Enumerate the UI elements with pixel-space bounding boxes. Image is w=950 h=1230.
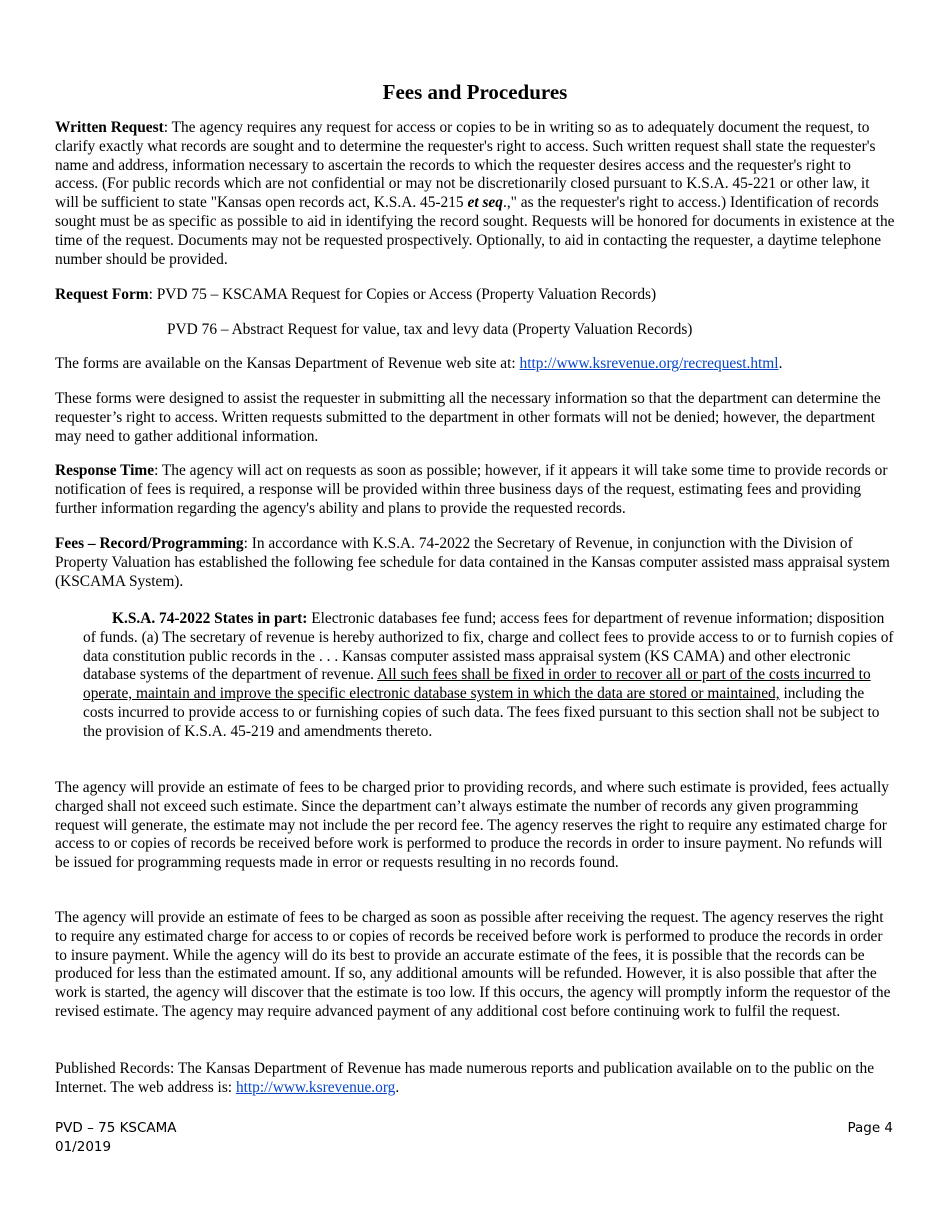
published-records-text: Published Records: The Kansas Department of Revenue has made numerous reports and publication available on to the public on the Internet. The web address is: xyxy=(55,1060,875,1096)
et-seq-emphasis: et seq xyxy=(467,194,503,212)
statute-text-b: including the costs incurred to provide access to or furnishing copies of such data. The fees fixed pursuant to this section shall not be subject to the provision of K.S.A. 45-219 and amendments thereto. xyxy=(83,685,880,740)
response-time-paragraph xyxy=(55,462,895,518)
written-request-text-a: : The agency requires any request for access or copies to be in writing so as to adequately document the request, to clarify exactly what records are sought and to determine the requester's right to access. Such written request shall state the requester's name and address, information necessary to ascertain the records to which the requester desires access and the requester's right to access. (For public records which are not confidential or may not be discretionarily closed pursuant to K.S.A. 45-221 or other law, it will be sufficient to state "Kansas open records act, K.S.A. 45-215 xyxy=(55,119,876,212)
recrequest-link[interactable]: http://www.ksrevenue.org/recrequest.html xyxy=(519,355,779,372)
statute-label: K.S.A. 74-2022 States in part: xyxy=(112,610,308,627)
fees-record-label: Fees – Record/Programming xyxy=(55,535,244,552)
fees-record-paragraph xyxy=(55,535,895,591)
fees-record-text: : In accordance with K.S.A. 74-2022 the Secretary of Revenue, in conjunction with the Division of Property Valuation has established the following fee schedule for data contained in the Kansas computer assisted mass appraisal system (KSCAMA System). xyxy=(55,535,890,590)
published-records-paragraph xyxy=(55,1060,895,1098)
forms-available-paragraph xyxy=(55,355,895,374)
statute-underlined-text: All such fees shall be fixed in order to recover all or part of the costs incurred to operate, maintain and improve the specific electronic database system in which the data are stored or maintained, xyxy=(83,666,871,703)
request-form-label: Request Form xyxy=(55,286,149,303)
ksrevenue-link[interactable]: http://www.ksrevenue.org xyxy=(235,1078,396,1096)
statute-quote-paragraph xyxy=(83,610,895,742)
footer-form-info xyxy=(55,1119,177,1156)
forms-available-end: . xyxy=(778,355,783,372)
estimate-paragraph-1: The agency will provide an estimate of fees to be charged prior to providing records, and where such estimate is provided, fees actually charged shall not exceed such estimate. Since the department can’t always estimate the number of records any given programming request will generate, the estimate may not include the per record fee. The agency reserves the right to require any estimated charge for access to or copies of records be received before work is performed to produce the records in order to insure payment. No refunds will be issued for programming requests made in error or requests resulting in no records found. xyxy=(55,779,889,872)
forms-designed-paragraph: These forms were designed to assist the requester in submitting all the necessary information so that the department can determine the requester’s right to access. Written requests submitted to the department in other formats will not be denied; however, the department may need to gather additional information. xyxy=(55,390,881,445)
footer-date: 01/2019 xyxy=(55,1138,112,1155)
forms-available-text: The forms are available on the Kansas Department of Revenue web site at: xyxy=(55,355,520,372)
response-time-label: Response Time xyxy=(55,462,155,479)
written-request-paragraph xyxy=(55,119,895,269)
request-form-pvd75: : PVD 75 – KSCAMA Request for Copies or Access (Property Valuation Records) xyxy=(148,286,657,303)
footer-form-id: PVD – 75 KSCAMA xyxy=(55,1120,177,1136)
written-request-text-b: .," as the requester's right to access.) Identification of records sought must be as specific as possible to aid in identifying the record sought. Requests will be honored for documents in existence at the time of the request. Documents may not be requested prospectively. Optionally, to aid in contacting the requester, a daytime telephone number should be provided. xyxy=(55,194,895,268)
response-time-text: : The agency will act on requests as soon as possible; however, if it appears it will take some time to provide records or notification of fees is required, a response will be provided within three business days of the request, estimating fees and providing further information regarding the agency's ability and plans to provide the requested records. xyxy=(55,462,888,517)
estimate-paragraph-2: The agency will provide an estimate of fees to be charged as soon as possible after receiving the request. The agency reserves the right to require any estimated charge for access to or copies of records be received before work is performed to produce the records in order to insure payment. While the agency will do its best to provide an accurate estimate of the fees, it is possible that the records can be produced for less than the estimated amount. If so, any additional amounts will be refunded. However, it is also possible that after the work is started, the agency will discover that the estimate is too low. If this occurs, the agency will promptly inform the requestor of the revised estimate. The agency may require advanced payment of any additional cost before continuing work to fulfil the request. xyxy=(55,909,891,1020)
request-form-pvd76: PVD 76 – Abstract Request for value, tax and levy data (Property Valuation Records) xyxy=(167,321,693,338)
page-title: Fees and Procedures xyxy=(382,80,568,104)
request-form-paragraph xyxy=(55,286,895,305)
footer-page-number: Page 4 xyxy=(847,1120,893,1136)
written-request-label: Written Request xyxy=(55,119,164,136)
statute-text-a: Electronic databases fee fund; access fees for department of revenue information; disposition of funds. (a) The secretary of revenue is hereby authorized to fix, charge and collect fees to provide access to or to furnish copies of data constitution public records in the . . . Kansas computer assisted mass appraisal system (KS CAMA) and other electronic database systems of the department of revenue. xyxy=(83,610,894,684)
published-records-end: . xyxy=(395,1078,400,1096)
